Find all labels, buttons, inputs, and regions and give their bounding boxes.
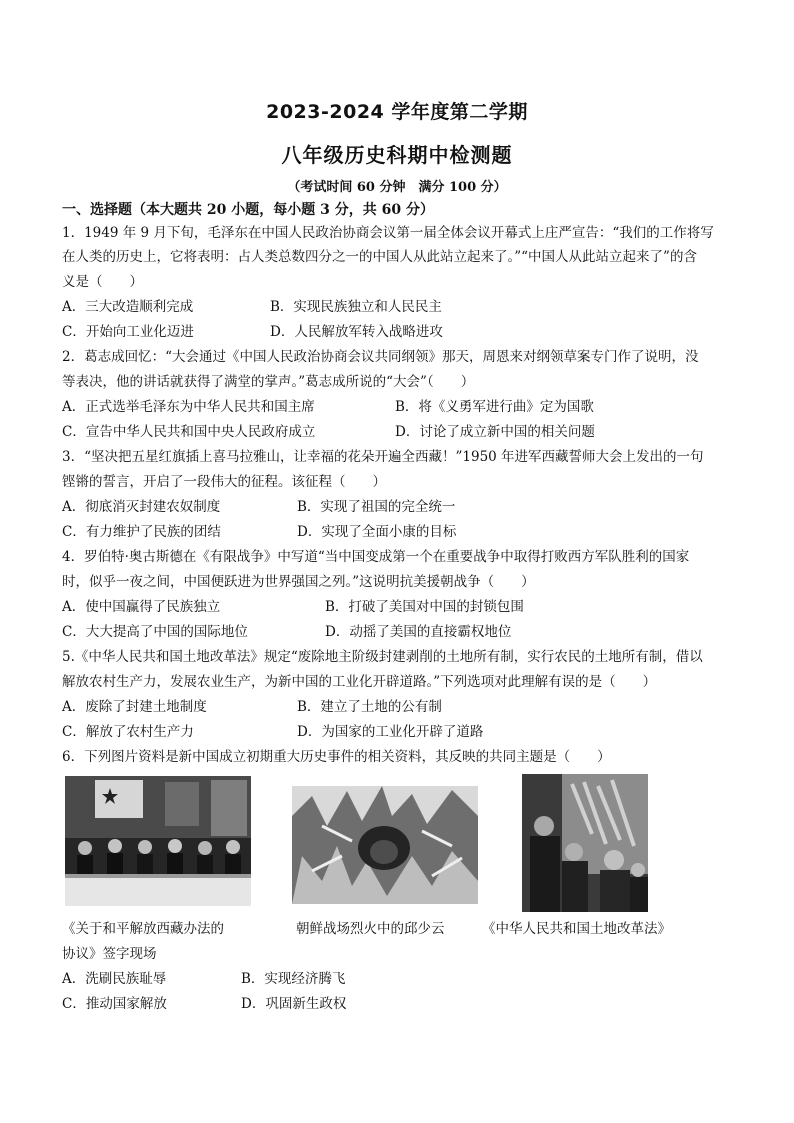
question-1-line-2: 在人类的历史上，它将表明：占人类总数四分之一的中国人从此站立起来了。”“中国人从此站立起来了”的含 xyxy=(62,249,697,265)
question-3-option-c: C．有力维护了民族的团结 xyxy=(62,524,221,540)
photo-3-caption: 《中华人民共和国土地改革法》 xyxy=(482,921,671,937)
question-4-line-2: 时，似乎一夜之间，中国便跃进为世界强国之列。”这说明抗美援朝战争（ ） xyxy=(62,574,535,590)
question-6-option-c: C．推动国家解放 xyxy=(62,996,167,1012)
question-5-line-2: 解放农村生产力，发展农业生产，为新中国的工业化开辟道路。”下列选项对此理解有误的是（ ） xyxy=(62,674,657,690)
question-2-line-2: 等表决，他的讲话就获得了满堂的掌声。”葛志成所说的“大会”（ ） xyxy=(62,374,475,390)
fire-scene-graphic xyxy=(292,786,478,904)
question-6-option-a: A．洗刷民族耻辱 xyxy=(62,971,167,987)
land-reform-photo xyxy=(522,774,648,912)
question-2-line-1: 2．葛志成回忆：“大会通过《中国人民政治协商会议共同纲领》那天，周恩来对纲领草案专门作了说明，没 xyxy=(62,349,699,365)
land-reform-scene-graphic xyxy=(522,774,648,912)
question-1-option-c: C．开始向工业化迈进 xyxy=(62,324,194,340)
exam-title: 八年级历史科期中检测题 xyxy=(281,143,513,167)
question-1-option-d: D．人民解放军转入战略进攻 xyxy=(270,324,443,340)
question-5-option-a: A．废除了封建土地制度 xyxy=(62,699,207,715)
question-3-line-1: 3．“坚决把五星红旗插上喜马拉雅山，让幸福的花朵开遍全西藏！”1950 年进军西藏誓师大会上发出的一句 xyxy=(62,449,704,465)
exam-info: （考试时间 60 分钟 满分 100 分） xyxy=(287,180,507,195)
question-3-option-b: B．实现了祖国的完全统一 xyxy=(297,499,456,515)
question-6-option-d: D．巩固新生政权 xyxy=(241,996,347,1012)
question-4-line-1: 4．罗伯特·奥古斯德在《有限战争》中写道“当中国变成第一个在重要战争中取得打败西方军队胜利的国家 xyxy=(62,549,690,565)
question-4-option-d: D．动摇了美国的直接霸权地位 xyxy=(325,624,512,640)
question-5-line-1: 5.《中华人民共和国土地改革法》规定“废除地主阶级封建剥削的土地所有制，实行农民的土地所有制，借以 xyxy=(62,649,703,665)
question-4-option-a: A．使中国赢得了民族独立 xyxy=(62,599,221,615)
question-2-option-c: C．宣告中华人民共和国中央人民政府成立 xyxy=(62,424,316,440)
question-2-option-a: A．正式选举毛泽东为中华人民共和国主席 xyxy=(62,399,315,415)
question-4-option-b: B．打破了美国对中国的封锁包围 xyxy=(325,599,524,615)
question-5-option-d: D．为国家的工业化开辟了道路 xyxy=(297,724,484,740)
question-1-option-a: A．三大改造顺利完成 xyxy=(62,299,194,315)
question-4-option-c: C．大大提高了中国的国际地位 xyxy=(62,624,248,640)
question-3-line-2: 铿锵的誓言，开启了一段伟大的征程。该征程（ ） xyxy=(62,474,386,490)
tibet-agreement-signing-photo xyxy=(65,776,251,906)
signing-scene-graphic xyxy=(65,776,251,906)
question-5-option-b: B．建立了土地的公有制 xyxy=(297,699,442,715)
question-6-option-b: B．实现经济腾飞 xyxy=(241,971,346,987)
photo-1-caption-line-1: 《关于和平解放西藏办法的 xyxy=(62,921,224,937)
photo-2-caption: 朝鲜战场烈火中的邱少云 xyxy=(296,921,445,937)
question-1-line-1: 1．1949 年 9 月下旬，毛泽东在中国人民政治协商会议第一届全体会议开幕式上庄严宣告：“我们的工作将写 xyxy=(62,225,714,241)
question-3-option-a: A．彻底消灭封建农奴制度 xyxy=(62,499,221,515)
question-2-option-b: B．将《义勇军进行曲》定为国歌 xyxy=(395,399,594,415)
question-1-option-b: B．实现民族独立和人民民主 xyxy=(270,299,442,315)
qiu-shaoyun-photo xyxy=(292,786,478,904)
question-2-option-d: D．讨论了成立新中国的相关问题 xyxy=(395,424,595,440)
question-3-option-d: D．实现了全面小康的目标 xyxy=(297,524,457,540)
question-1-line-3: 义是（ ） xyxy=(62,274,143,290)
question-5-option-c: C．解放了农村生产力 xyxy=(62,724,194,740)
question-6-line-1: 6．下列图片资料是新中国成立初期重大历史事件的相关资料，其反映的共同主题是（ ） xyxy=(62,749,611,765)
section-title: 一、选择题（本大题共 20 小题，每小题 3 分，共 60 分） xyxy=(62,202,434,218)
exam-year-term: 2023-2024 学年度第二学期 xyxy=(266,101,528,123)
photo-1-caption-line-2: 协议》签字现场 xyxy=(62,946,157,962)
